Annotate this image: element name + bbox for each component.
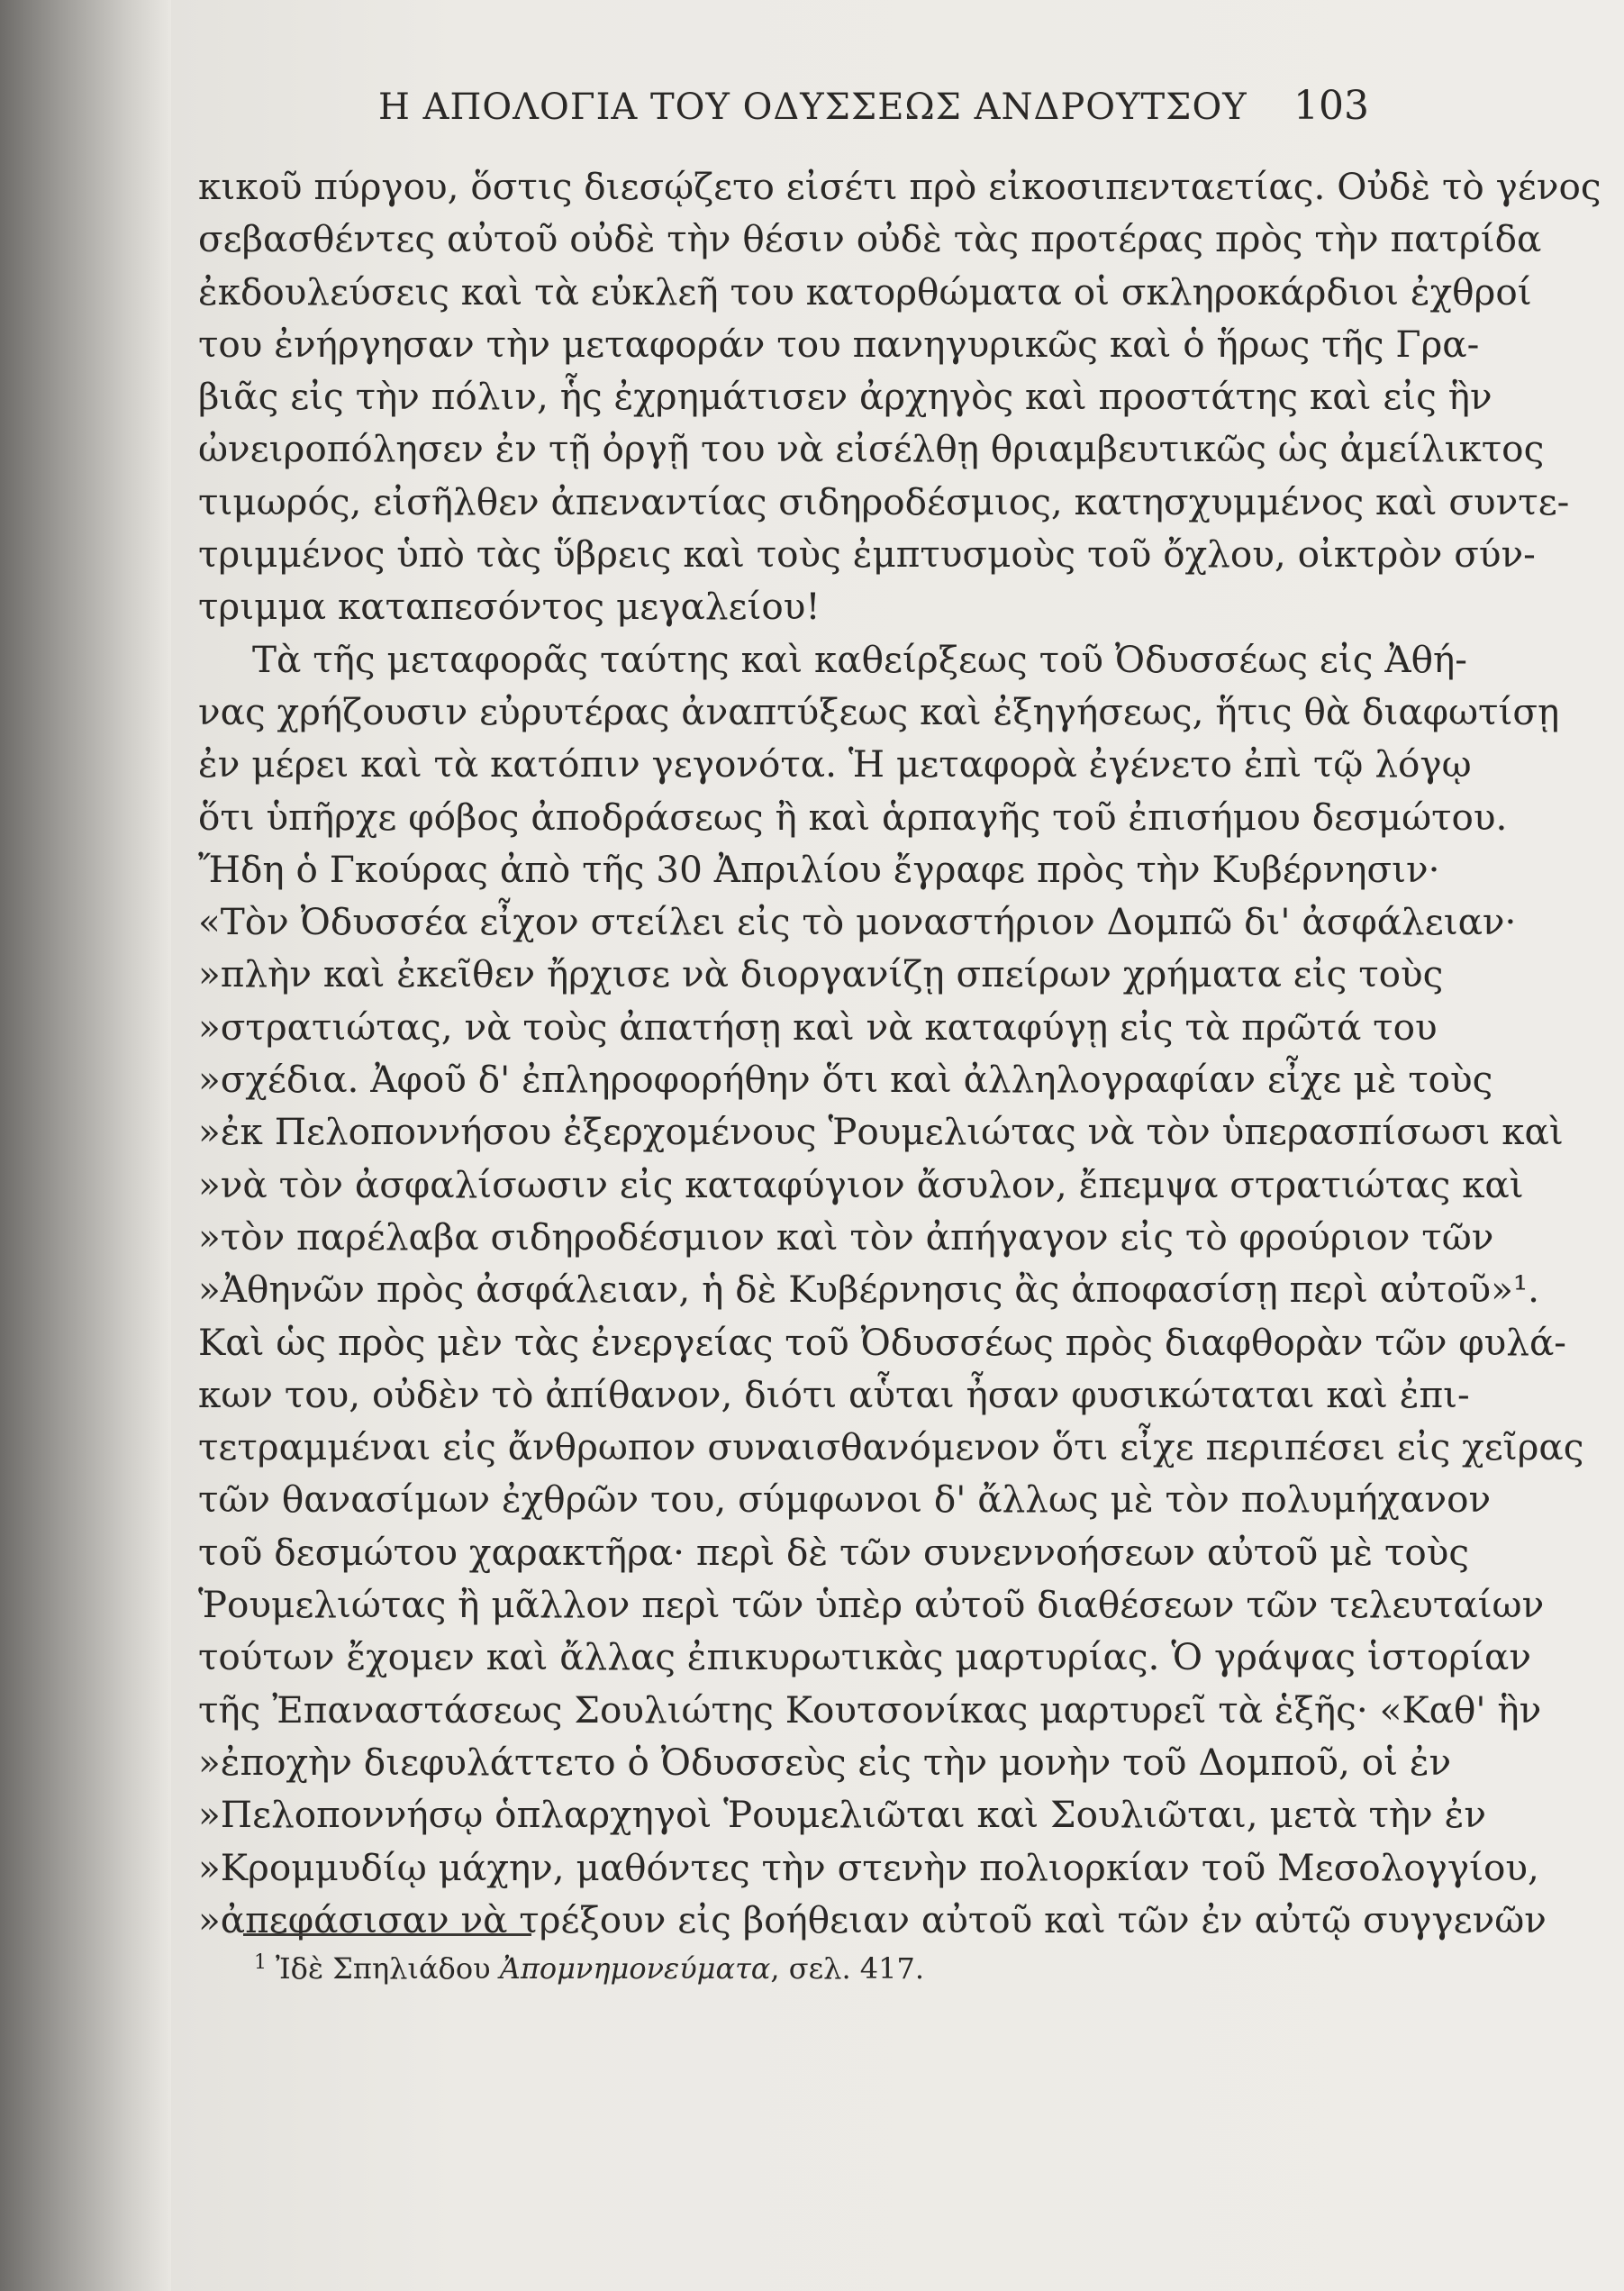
text-line: τῆς Ἐπαναστάσεως Σουλιώτης Κουτσονίκας μαρτυρεῖ τὰ ἑξῆς· «Καθ' ἣν: [198, 1687, 1542, 1732]
text-line: »Κρομμυδίῳ μάχην, μαθόντες τὴν στενὴν πολιορκίαν τοῦ Μεσολογγίου,: [198, 1845, 1539, 1889]
text-line: »σχέδια. Ἀφοῦ δ' ἐπληροφορήθην ὅτι καὶ ἀλληλογραφίαν εἶχε μὲ τοὺς: [198, 1058, 1493, 1102]
text-line: »στρατιώτας, νὰ τοὺς ἀπατήσῃ καὶ νὰ καταφύγῃ εἰς τὰ πρῶτά του: [198, 1005, 1438, 1049]
running-title: Η ΑΠΟΛΟΓΙΑ ΤΟΥ ΟΔΥΣΣΕΩΣ ΑΝΔΡΟΥΤΣΟΥ: [378, 86, 1247, 128]
text-line: νας χρήζουσιν εὐρυτέρας ἀναπτύξεως καὶ ἐξηγήσεως, ἥτις θὰ διαφωτίσῃ: [198, 689, 1560, 733]
footnote-mark: 1: [254, 1951, 267, 1974]
text-line: »Πελοποννήσῳ ὁπλαρχηγοὶ Ῥουμελιῶται καὶ Σουλιῶται, μετὰ τὴν ἐν: [198, 1793, 1486, 1837]
text-line: ὠνειροπόλησεν ἐν τῇ ὀργῇ του νὰ εἰσέλθῃ θριαμβευτικῶς ὡς ἀμείλικτος: [198, 427, 1545, 471]
text-line: βιᾶς εἰς τὴν πόλιν, ἧς ἐχρημάτισεν ἀρχηγὸς καὶ προστάτης καὶ εἰς ἣν: [198, 375, 1492, 419]
text-line: Καὶ ὡς πρὸς μὲν τὰς ἐνεργείας τοῦ Ὀδυσσέως πρὸς διαφθορὰν τῶν φυλά-: [198, 1320, 1566, 1364]
text-line: Ἤδη ὁ Γκούρας ἀπὸ τῆς 30 Ἀπριλίου ἔγραφε πρὸς τὴν Κυβέρνησιν·: [198, 847, 1440, 891]
text-line: ἐν μέρει καὶ τὰ κατόπιν γεγονότα. Ἡ μεταφορὰ ἐγένετο ἐπὶ τῷ λόγῳ: [198, 742, 1472, 786]
footnote-text-after: , σελ. 417.: [770, 1951, 925, 1986]
text-line: ἐκδουλεύσεις καὶ τὰ εὐκλεῆ του κατορθώματα οἱ σκληροκάρδιοι ἐχθροί: [198, 269, 1532, 314]
text-line: Ῥουμελιώτας ἢ μᾶλλον περὶ τῶν ὑπὲρ αὐτοῦ διαθέσεων τῶν τελευταίων: [198, 1583, 1545, 1627]
text-line: »ἐκ Πελοποννήσου ἐξερχομένους Ῥουμελιώτας νὰ τὸν ὑπερασπίσωσι καὶ: [198, 1110, 1564, 1154]
text-line: τριμμα καταπεσόντος μεγαλείου!: [198, 585, 821, 629]
text-line: »νὰ τὸν ἀσφαλίσωσιν εἰς καταφύγιον ἄσυλον, ἔπεμψα στρατιώτας καὶ: [198, 1162, 1524, 1206]
binding-gutter: [0, 0, 171, 2291]
text-line: »Ἀθηνῶν πρὸς ἀσφάλειαν, ἡ δὲ Κυβέρνησις ἂς ἀποφασίσῃ περὶ αὐτοῦ»¹.: [198, 1268, 1540, 1312]
footnote-rule: [243, 1933, 531, 1936]
text-line: του ἐνήργησαν τὴν μεταφοράν του πανηγυρικῶς καὶ ὁ ἥρως τῆς Γρα-: [198, 322, 1480, 366]
text-line: »τὸν παρέλαβα σιδηροδέσμιον καὶ τὸν ἀπήγαγον εἰς τὸ φρούριον τῶν: [198, 1214, 1494, 1259]
body-text: [198, 160, 1601, 1946]
text-line: ὅτι ὑπῆρχε φόβος ἀποδράσεως ἢ καὶ ἁρπαγῆς τοῦ ἐπισήμου δεσμώτου.: [198, 795, 1508, 839]
text-line: κικοῦ πύργου, ὅστις διεσῴζετο εἰσέτι πρὸ εἰκοσιπενταετίας. Οὐδὲ τὸ γένος: [198, 165, 1601, 208]
text-line: »ἀπεφάσισαν νὰ τρέξουν εἰς βοήθειαν αὐτοῦ καὶ τῶν ἐν αὐτῷ συγγενῶν: [198, 1897, 1547, 1941]
footnote: [254, 1951, 924, 1986]
text-line: Τὰ τῆς μεταφορᾶς ταύτης καὶ καθείρξεως τοῦ Ὀδυσσέως εἰς Ἀθή-: [252, 637, 1467, 681]
footnote-work-title: Ἀπομνημονεύματα: [499, 1951, 771, 1986]
footnote-text-before: Ἰδὲ Σπηλιάδου: [276, 1951, 500, 1986]
text-line: «Τὸν Ὀδυσσέα εἶχον στείλει εἰς τὸ μοναστήριον Δομπῶ δι' ἀσφάλειαν·: [198, 900, 1517, 944]
text-line: τριμμένος ὑπὸ τὰς ὕβρεις καὶ τοὺς ἐμπτυσμοὺς τοῦ ὄχλου, οἰκτρὸν σύν-: [198, 532, 1536, 577]
text-line: τούτων ἔχομεν καὶ ἄλλας ἐπικυρωτικὰς μαρτυρίας. Ὁ γράψας ἱστορίαν: [198, 1635, 1531, 1679]
text-line: τοῦ δεσμώτου χαρακτῆρα· περὶ δὲ τῶν συνεννοήσεων αὐτοῦ μὲ τοὺς: [198, 1530, 1470, 1574]
page-number: 103: [1293, 83, 1369, 129]
text-line: »πλὴν καὶ ἐκεῖθεν ἤρχισε νὰ διοργανίζῃ σπείρων χρήματα εἰς τοὺς: [198, 952, 1444, 996]
page-header: [378, 83, 1423, 150]
text-line: »ἐποχὴν διεφυλάττετο ὁ Ὀδυσσεὺς εἰς τὴν μονὴν τοῦ Δομποῦ, οἱ ἐν: [198, 1740, 1452, 1784]
text-line: τετραμμέναι εἰς ἄνθρωπον συναισθανόμενον ὅτι εἶχε περιπέσει εἰς χεῖρας: [198, 1425, 1584, 1469]
text-line: κων του, οὐδὲν τὸ ἀπίθανον, διότι αὗται ἦσαν φυσικώταται καὶ ἐπι-: [198, 1372, 1470, 1416]
text-line: τῶν θανασίμων ἐχθρῶν του, σύμφωνοι δ' ἄλλως μὲ τὸν πολυμήχανον: [198, 1477, 1492, 1522]
text-line: τιμωρός, εἰσῆλθεν ἀπεναντίας σιδηροδέσμιος, κατησχυμμένος καὶ συντε-: [198, 479, 1570, 523]
text-line: σεβασθέντες αὐτοῦ οὐδὲ τὴν θέσιν οὐδὲ τὰς προτέρας πρὸς τὴν πατρίδα: [198, 217, 1542, 261]
